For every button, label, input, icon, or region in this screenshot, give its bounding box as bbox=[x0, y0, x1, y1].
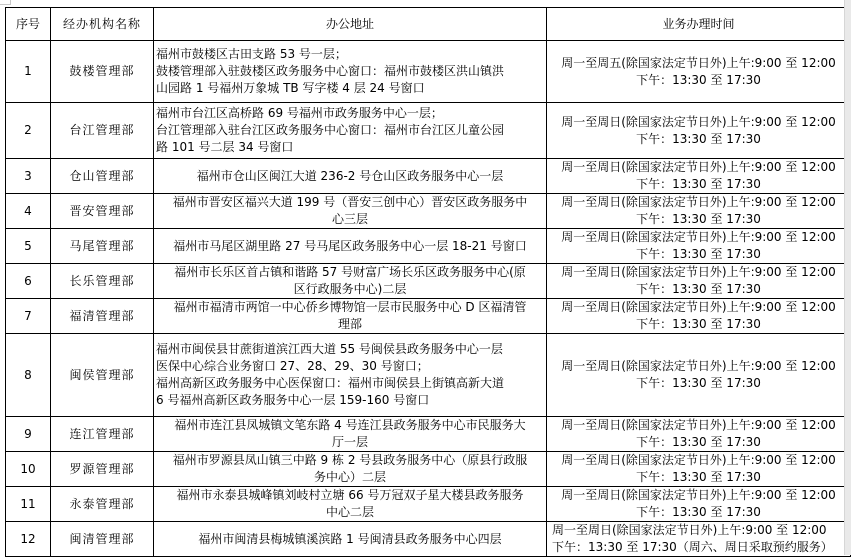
hours-line: 周一至周日(除国家法定节日外)上午:9:00 至 12:00 bbox=[561, 230, 836, 244]
cell-no: 6 bbox=[6, 264, 51, 299]
cell-address bbox=[154, 522, 547, 557]
address-line: 福州市鼓楼区古田支路 53 号一层； bbox=[156, 47, 347, 61]
table-row bbox=[6, 264, 851, 299]
cell-office-name: 晋安管理部 bbox=[51, 194, 154, 229]
cell-office-name: 闽清管理部 bbox=[51, 522, 154, 557]
hours-line: 周一至周日(除国家法定节日外)上午:9:00 至 12:00 bbox=[561, 160, 836, 174]
hours-line: 下午：13:30 至 17:30 bbox=[636, 72, 761, 87]
cell-address bbox=[154, 229, 547, 264]
address-line: 理部 bbox=[337, 317, 362, 331]
table-body bbox=[6, 41, 851, 557]
cell-no: 7 bbox=[6, 299, 51, 334]
cell-office-name: 马尾管理部 bbox=[51, 229, 154, 264]
hours-line: 下午：13:30 至 17:30 bbox=[636, 247, 761, 261]
hours-line: 下午：13:30 至 17:30 bbox=[636, 177, 761, 191]
cell-address bbox=[154, 487, 547, 522]
address-line: 心三层 bbox=[331, 212, 368, 226]
hours-line: 下午：13:30 至 17:30 bbox=[636, 282, 761, 296]
address-line: 务中心）二层 bbox=[313, 470, 386, 484]
cell-no: 1 bbox=[6, 41, 51, 103]
cell-hours bbox=[547, 417, 851, 452]
cell-no: 11 bbox=[6, 487, 51, 522]
address-line: 福州市闽清县梅城镇溪滨路 1 号闽清县政务服务中心四层 bbox=[198, 531, 502, 546]
address-line: 福州市马尾区湖里路 27 号马尾区政务服务中心一层 18-21 号窗口 bbox=[173, 238, 527, 253]
address-line: 6 号福州高新区政务服务中心一层 159-160 号窗口 bbox=[156, 393, 430, 407]
cell-office-name: 福清管理部 bbox=[51, 299, 154, 334]
cell-office-name: 长乐管理部 bbox=[51, 264, 154, 299]
cell-hours bbox=[547, 103, 851, 159]
hours-line: 下午：13:30 至 17:30 bbox=[636, 376, 761, 390]
table-row bbox=[6, 417, 851, 452]
corner-mark bbox=[0, 0, 11, 5]
hours-line: 周一至周日(除国家法定节日外)上午:9:00 至 12:00 bbox=[561, 488, 836, 502]
address-line: 福州市罗源县凤山镇三中路 9 栋 2 号县政务服务中心（原县行政服 bbox=[172, 453, 528, 467]
address-line: 厅一层 bbox=[331, 435, 368, 449]
cell-address bbox=[154, 159, 547, 194]
address-line: 福州市闽侯县甘蔗街道滨江西大道 55 号闽侯县政务服务中心一层 bbox=[156, 342, 503, 356]
address-line: 福州市连江县凤城镇文笔东路 4 号连江县政务服务中心市民服务大 bbox=[174, 418, 526, 432]
cell-hours bbox=[547, 334, 851, 417]
cell-hours bbox=[547, 229, 851, 264]
cell-hours bbox=[547, 41, 851, 103]
address-line: 福州市福清市两馆一中心侨乡博物馆一层市民服务中心 D 区福清管 bbox=[173, 300, 527, 314]
cell-address bbox=[154, 194, 547, 229]
hours-line: 周一至周日(除国家法定节日外)上午:9:00 至 12:00 bbox=[561, 418, 836, 432]
address-line: 区行政服务中心)二层 bbox=[293, 282, 407, 296]
table-row bbox=[6, 452, 851, 487]
cell-no: 5 bbox=[6, 229, 51, 264]
hours-line: 周一至周五(除国家法定节日外)上午:9:00 至 12:00 bbox=[561, 55, 836, 70]
table-row bbox=[6, 41, 851, 103]
hours-line: 下午：13:30 至 17:30（周六、周日采取预约服务） bbox=[552, 540, 833, 554]
cell-office-name: 连江管理部 bbox=[51, 417, 154, 452]
table-row bbox=[6, 334, 851, 417]
hours-line: 周一至周日(除国家法定节日外)上午:9:00 至 12:00 bbox=[561, 300, 836, 314]
table-row bbox=[6, 159, 851, 194]
address-line: 福州市仓山区闽江大道 236-2 号仓山区政务服务中心一层 bbox=[196, 168, 504, 183]
cell-address bbox=[154, 264, 547, 299]
header-name: 经办机构名称 bbox=[51, 8, 154, 41]
table-row bbox=[6, 229, 851, 264]
table-row bbox=[6, 194, 851, 229]
table-row bbox=[6, 522, 851, 557]
hours-line: 下午：13:30 至 17:30 bbox=[636, 470, 761, 484]
header-address: 办公地址 bbox=[154, 8, 547, 41]
hours-line: 下午：13:30 至 17:30 bbox=[636, 131, 761, 146]
cell-no: 12 bbox=[6, 522, 51, 557]
cell-hours bbox=[547, 159, 851, 194]
table-row bbox=[6, 487, 851, 522]
cell-office-name: 闽侯管理部 bbox=[51, 334, 154, 417]
address-line: 福州市长乐区首占镇和谐路 57 号财富广场长乐区政务服务中心(原 bbox=[174, 265, 526, 279]
hours-line: 下午：13:30 至 17:30 bbox=[636, 212, 761, 226]
table-row bbox=[6, 103, 851, 159]
scrollbar-strip[interactable] bbox=[844, 0, 851, 555]
cell-hours bbox=[547, 264, 851, 299]
cell-office-name: 台江管理部 bbox=[51, 103, 154, 159]
header-hours: 业务办理时间 bbox=[547, 8, 851, 41]
cell-address bbox=[154, 417, 547, 452]
cell-office-name: 鼓楼管理部 bbox=[51, 41, 154, 103]
hours-line: 下午：13:30 至 17:30 bbox=[636, 435, 761, 449]
cell-no: 3 bbox=[6, 159, 51, 194]
address-line: 台江管理部入驻台江区政务服务中心窗口：福州市台江区儿童公园 bbox=[156, 123, 505, 137]
cell-address bbox=[154, 103, 547, 159]
hours-line: 周一至周日(除国家法定节日外)上午:9:00 至 12:00 bbox=[561, 114, 836, 129]
cell-no: 9 bbox=[6, 417, 51, 452]
cell-hours bbox=[547, 194, 851, 229]
cell-hours bbox=[547, 299, 851, 334]
address-line: 福州市永泰县城峰镇刘岐村立塘 66 号万冠双子星大楼县政务服务 bbox=[176, 488, 524, 502]
cell-no: 8 bbox=[6, 334, 51, 417]
table-row bbox=[6, 299, 851, 334]
cell-address bbox=[154, 41, 547, 103]
address-line: 医保中心综合业务窗口 27、28、29、30 号窗口； bbox=[156, 359, 429, 373]
hours-line: 周一至周日(除国家法定节日外)上午:9:00 至 12:00 bbox=[561, 359, 836, 373]
cell-address bbox=[154, 334, 547, 417]
office-table bbox=[5, 7, 851, 557]
table-header-row bbox=[6, 8, 851, 41]
address-line: 山园路 1 号福州万象城 TB 写字楼 4 层 24 号窗口 bbox=[156, 81, 425, 95]
address-line: 福州市晋安区福兴大道 199 号（晋安三创中心）晋安区政务服务中 bbox=[172, 195, 528, 209]
cell-hours bbox=[547, 452, 851, 487]
cell-office-name: 仓山管理部 bbox=[51, 159, 154, 194]
cell-no: 2 bbox=[6, 103, 51, 159]
cell-address bbox=[154, 299, 547, 334]
cell-hours bbox=[547, 522, 851, 557]
address-line: 福州市台江区高桥路 69 号福州市政务服务中心一层； bbox=[156, 106, 443, 120]
address-line: 中心二层 bbox=[325, 505, 374, 519]
cell-no: 4 bbox=[6, 194, 51, 229]
cell-address bbox=[154, 452, 547, 487]
hours-line: 周一至周日(除国家法定节日外)上午:9:00 至 12:00 bbox=[561, 195, 836, 209]
header-no: 序号 bbox=[6, 8, 51, 41]
cell-no: 10 bbox=[6, 452, 51, 487]
cell-office-name: 罗源管理部 bbox=[51, 452, 154, 487]
hours-line: 周一至周日(除国家法定节日外)上午:9:00 至 12:00 bbox=[561, 265, 836, 279]
address-line: 福州高新区政务服务中心医保窗口：福州市闽侯县上街镇高新大道 bbox=[156, 376, 505, 390]
cell-hours bbox=[547, 487, 851, 522]
address-line: 路 101 号二层 34 号窗口 bbox=[156, 140, 294, 154]
hours-line: 周一至周日(除国家法定节日外)上午:9:00 至 12:00 bbox=[561, 453, 836, 467]
hours-line: 下午：13:30 至 17:30 bbox=[636, 505, 761, 519]
hours-line: 周一至周日(除国家法定节日外)上午:9:00 至 12:00 bbox=[552, 523, 827, 537]
address-line: 鼓楼管理部入驻鼓楼区政务服务中心窗口：福州市鼓楼区洪山镇洪 bbox=[156, 64, 505, 78]
cell-office-name: 永泰管理部 bbox=[51, 487, 154, 522]
hours-line: 下午：13:30 至 17:30 bbox=[636, 317, 761, 331]
